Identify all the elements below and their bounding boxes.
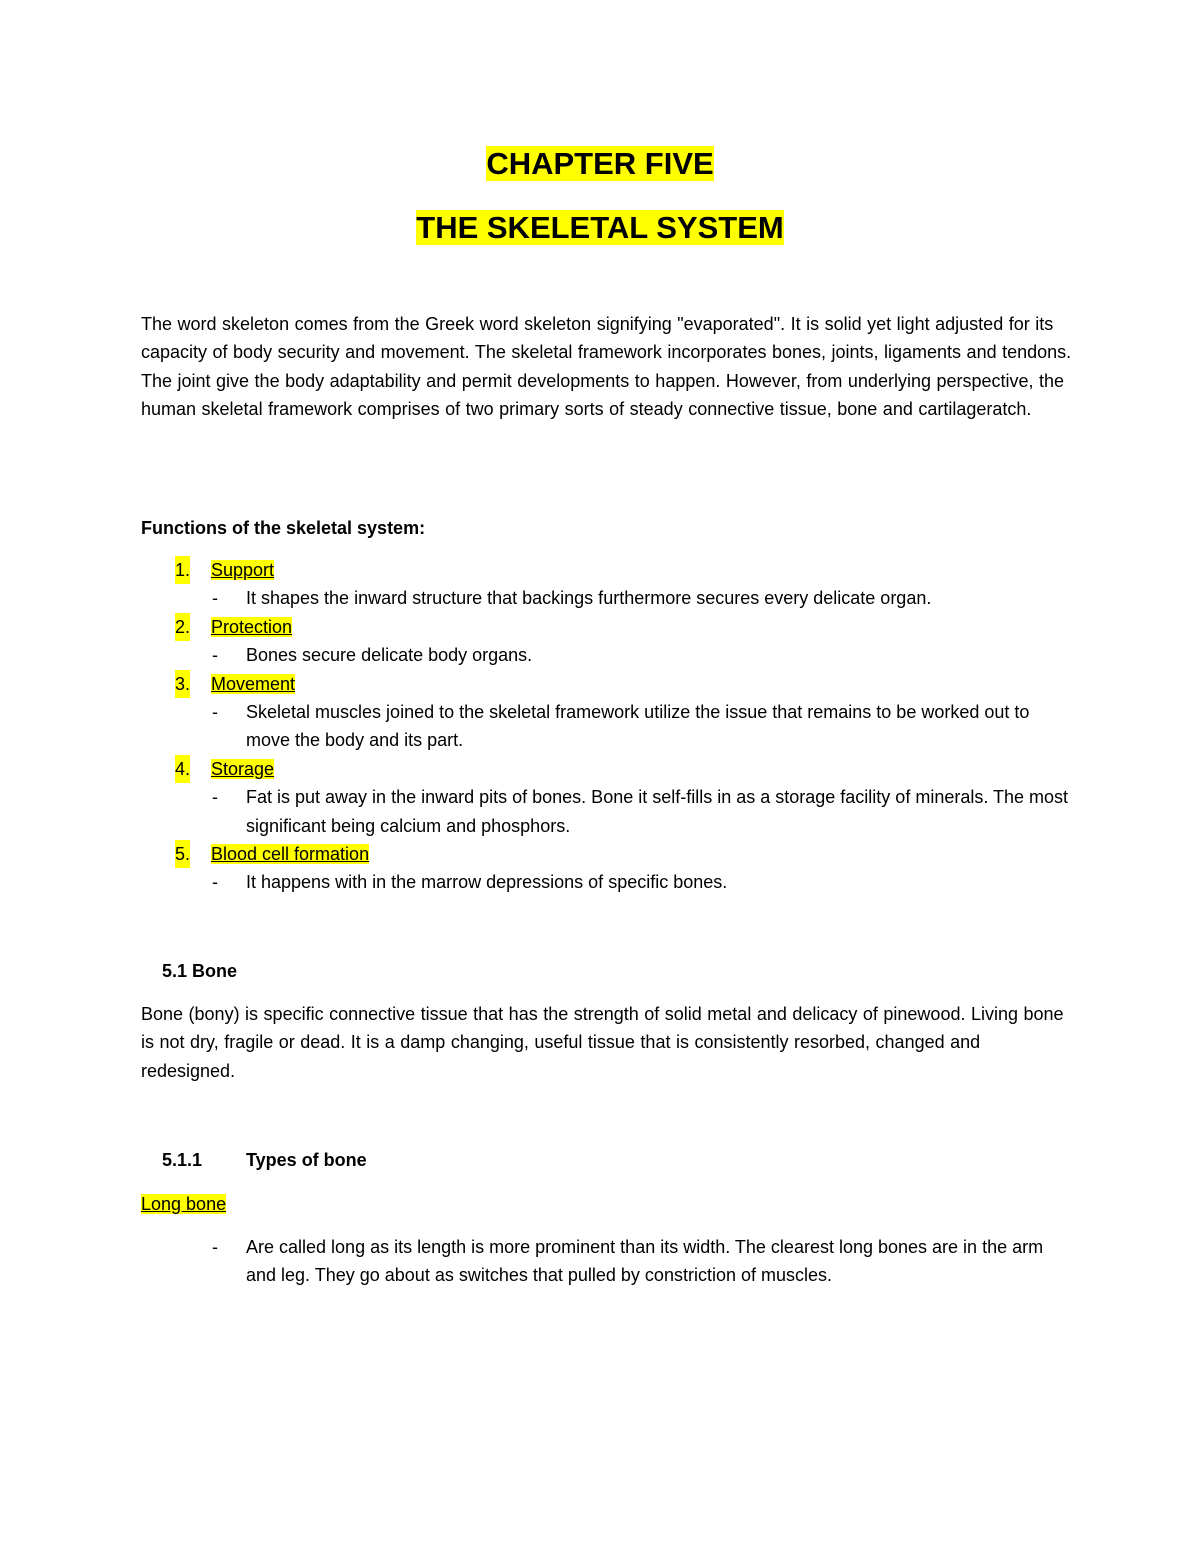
- function-number: 1.: [175, 556, 190, 584]
- function-description-line: [141, 783, 1076, 840]
- function-item-title: [141, 556, 1076, 584]
- long-bone-subheading: [141, 1190, 226, 1218]
- chapter-title-text: CHAPTER FIVE: [486, 146, 714, 181]
- function-item-movement: [141, 670, 1076, 755]
- function-description: Fat is put away in the inward pits of bones. Bone it self-fills in as a storage facility of minerals. The most significant being calcium and phosphors.: [246, 787, 1069, 836]
- function-item-support: [141, 556, 1076, 613]
- function-item-title: [141, 613, 1076, 641]
- section-bone-heading: 5.1 Bone: [162, 961, 238, 981]
- function-label: Protection: [211, 616, 293, 637]
- function-item-title: [141, 755, 1076, 783]
- function-item-protection: [141, 613, 1076, 670]
- long-bone-subheading-text: Long bone: [141, 1194, 227, 1214]
- function-number: 2.: [175, 613, 190, 641]
- long-bone-description-block: [141, 1233, 1076, 1290]
- dash-bullet: -: [212, 645, 218, 666]
- chapter-subtitle-text: THE SKELETAL SYSTEM: [416, 210, 784, 245]
- function-item-blood-cell-formation: [141, 840, 1076, 897]
- dash-bullet: -: [212, 588, 218, 609]
- function-description-line: [141, 698, 1076, 755]
- section-types-title: Types of bone: [246, 1150, 367, 1170]
- function-label: Storage: [211, 758, 275, 779]
- function-number: 5.: [175, 840, 190, 868]
- function-label: Movement: [211, 673, 296, 694]
- function-number: 3.: [175, 670, 190, 698]
- function-item-title: [141, 840, 1076, 868]
- long-bone-description-line: [141, 1233, 1076, 1290]
- function-description-line: [141, 584, 1076, 612]
- dash-bullet: -: [212, 872, 218, 893]
- function-item-title: [141, 670, 1076, 698]
- dash-bullet: -: [212, 1237, 218, 1257]
- section-types-number: 5.1.1: [162, 1150, 203, 1170]
- dash-bullet: -: [212, 701, 218, 722]
- function-item-storage: [141, 755, 1076, 840]
- long-bone-description: Are called long as its length is more prominent than its width. The clearest long bones are in the arm and leg. They go about as switches that pulled by constriction of muscles.: [246, 1237, 1044, 1286]
- function-description: Bones secure delicate body organs.: [246, 645, 533, 666]
- function-description: Skeletal muscles joined to the skeletal framework utilize the issue that remains to be worked out to move the body and its part.: [246, 701, 1030, 751]
- chapter-subtitle: [0, 208, 1200, 248]
- function-description: It happens with in the marrow depressions of specific bones.: [246, 872, 728, 893]
- function-description-line: [141, 868, 1076, 896]
- functions-heading: Functions of the skeletal system:: [141, 518, 426, 538]
- dash-bullet: -: [212, 787, 218, 808]
- functions-list: [141, 556, 1076, 897]
- chapter-title: [0, 144, 1200, 184]
- function-description: It shapes the inward structure that backings furthermore secures every delicate organ.: [246, 588, 932, 609]
- intro-paragraph: The word skeleton comes from the Greek word skeleton signifying "evaporated". It is solid yet light adjusted for its capacity of body security and movement. The skeletal framework incorporates bones, joints, ligaments and tendons. The joint give the body adaptability and permit developments to happen. However, from underlying perspective, the human skeletal framework comprises of two primary sorts of steady connective tissue, bone and cartilageratch.: [141, 314, 1072, 420]
- section-types-heading: [162, 1146, 367, 1174]
- function-number: 4.: [175, 755, 190, 783]
- section-bone-paragraph: Bone (bony) is specific connective tissue that has the strength of solid metal and delicacy of pinewood. Living bone is not dry, fragile or dead. It is a damp changing, useful tissue that is consistently resorbed, changed and redesigned.: [141, 1004, 1064, 1081]
- function-label: Support: [211, 560, 275, 580]
- function-label: Blood cell formation: [211, 844, 370, 864]
- function-description-line: [141, 641, 1076, 669]
